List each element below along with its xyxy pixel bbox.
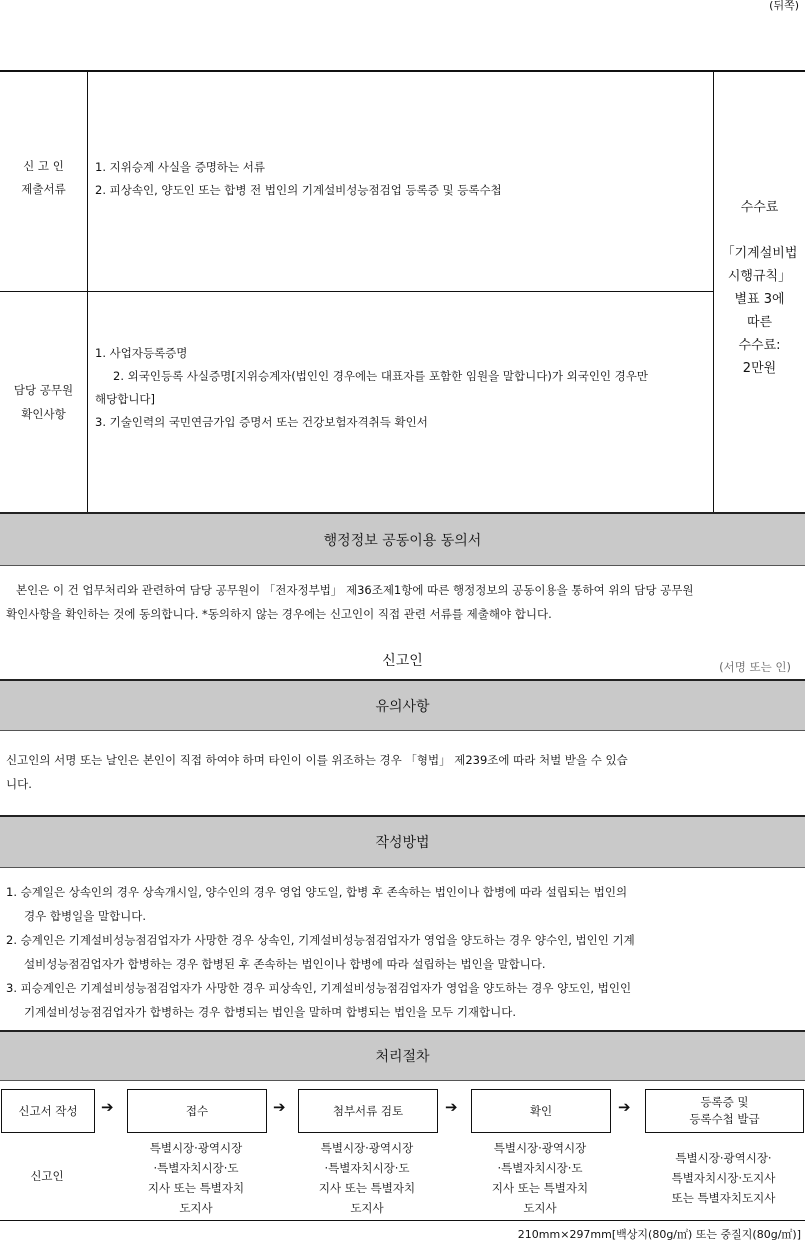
- list-item: 1. 사업자등록증명: [95, 346, 188, 360]
- arrow-right-icon: ➔: [445, 1098, 458, 1116]
- official-check-list: [95, 342, 710, 434]
- notes-title: 유의사항: [0, 679, 805, 731]
- consent-applicant-label: 신고인: [382, 653, 423, 669]
- fee-title: 수수료: [740, 200, 779, 215]
- list-item: 해당합니다]: [95, 392, 156, 406]
- list-item: 1. 지위승계 사실을 증명하는 서류: [95, 160, 266, 174]
- applicant-docs-list: [95, 156, 710, 202]
- actor-applicant: 신고인: [30, 1169, 64, 1183]
- official-check-label: 담당 공무원 확인사항: [13, 383, 74, 421]
- method-list: [6, 880, 801, 1024]
- list-item: 설비성능점검업자가 합병하는 경우 합병된 후 존속하는 법인이나 합병에 따라 설립하는 법인을 말합니다.: [24, 957, 546, 971]
- arrow-right-icon: ➔: [618, 1098, 631, 1116]
- step-write-report: 신고서 작성: [1, 1089, 95, 1133]
- actor-authority: 특별시장·광역시장 ·특별자치시장·도 지사 또는 특별자치 도지사: [491, 1141, 589, 1215]
- procedure-title: 처리절차: [0, 1030, 805, 1081]
- step-confirm: 확인: [471, 1089, 611, 1133]
- method-title: 작성방법: [0, 815, 805, 868]
- actor-authority: 특별시장·광역시장 ·특별자치시장·도 지사 또는 특별자치 도지사: [147, 1141, 245, 1215]
- step-review-docs: 첨부서류 검토: [298, 1089, 438, 1133]
- consent-text: 본인은 이 건 업무처리와 관련하여 담당 공무원이 「전자정부법」 제36조제1항에 따른 행정정보의 공동이용을 통하여 위의 담당 공무원 확인사항을 확인하는 것에 동의합니다. *동의하지 않는 경우에는 신고인이 직접 관련 서류를 제출해야 합니다.: [6, 583, 694, 621]
- list-item: 3. 피승계인은 기계설비성능점검업자가 사망한 경우 피상속인, 기계설비성능점검업자가 영업을 양도하는 경우 양도인, 법인인: [6, 981, 632, 995]
- page-side-note: (뒤쪽): [769, 0, 799, 12]
- consent-title: 행정정보 공동이용 동의서: [0, 512, 805, 566]
- actor-authority: 특별시장·광역시장· 특별자치시장·도지사 또는 특별자치도지사: [671, 1151, 776, 1205]
- list-item: 2. 외국인등록 사실증명[지위승계자(법인인 경우에는 대표자를 포함한 임원을 말합니다)가 외국인인 경우만: [113, 369, 649, 383]
- bottom-border: [0, 1220, 805, 1221]
- fee-cell: 수수료 「기계설비법 시행규칙」 별표 3에 따른 수수료: 2만원: [714, 196, 805, 380]
- list-item: 1. 승계일은 상속인의 경우 상속개시일, 양수인의 경우 영업 양도일, 합병 후 존속하는 법인이나 합병에 따라 설립되는 법인의: [6, 885, 628, 899]
- list-item: 2. 피상속인, 양도인 또는 합병 전 법인의 기계설비성능점검업 등록증 및 등록수첩: [95, 183, 502, 197]
- table-row-divider: [0, 291, 713, 292]
- applicant-docs-label: 신 고 인 제출서류: [21, 159, 66, 196]
- table-top-border: [0, 70, 805, 72]
- list-item: 3. 기술인력의 국민연금가입 증명서 또는 건강보험자격취득 확인서: [95, 415, 428, 429]
- paper-spec: 210mm×297mm[백상지(80g/㎡) 또는 중질지(80g/㎡)]: [517, 1228, 801, 1241]
- arrow-right-icon: ➔: [101, 1098, 114, 1116]
- step-issue-certificate: 등록증 및 등록수첩 발급: [645, 1089, 804, 1133]
- actor-authority: 특별시장·광역시장 ·특별자치시장·도 지사 또는 특별자치 도지사: [318, 1141, 416, 1215]
- arrow-right-icon: ➔: [273, 1098, 286, 1116]
- list-item: 경우 합병일을 말합니다.: [24, 909, 147, 923]
- signature-field: (서명 또는 인): [719, 660, 791, 674]
- list-item: 2. 승계인은 기계설비성능점검업자가 사망한 경우 상속인, 기계설비성능점검업자가 영업을 양도하는 경우 양수인, 법인인 기계: [6, 933, 635, 947]
- notes-text: 신고인의 서명 또는 날인은 본인이 직접 하여야 하며 타인이 이를 위조하는 경우 「형법」 제239조에 따라 처벌 받을 수 있습 니다.: [6, 753, 628, 791]
- step-receive: 접수: [127, 1089, 267, 1133]
- list-item: 기계설비성능점검업자가 합병하는 경우 합병되는 법인을 말하며 합병되는 법인을 모두 기재합니다.: [24, 1005, 517, 1019]
